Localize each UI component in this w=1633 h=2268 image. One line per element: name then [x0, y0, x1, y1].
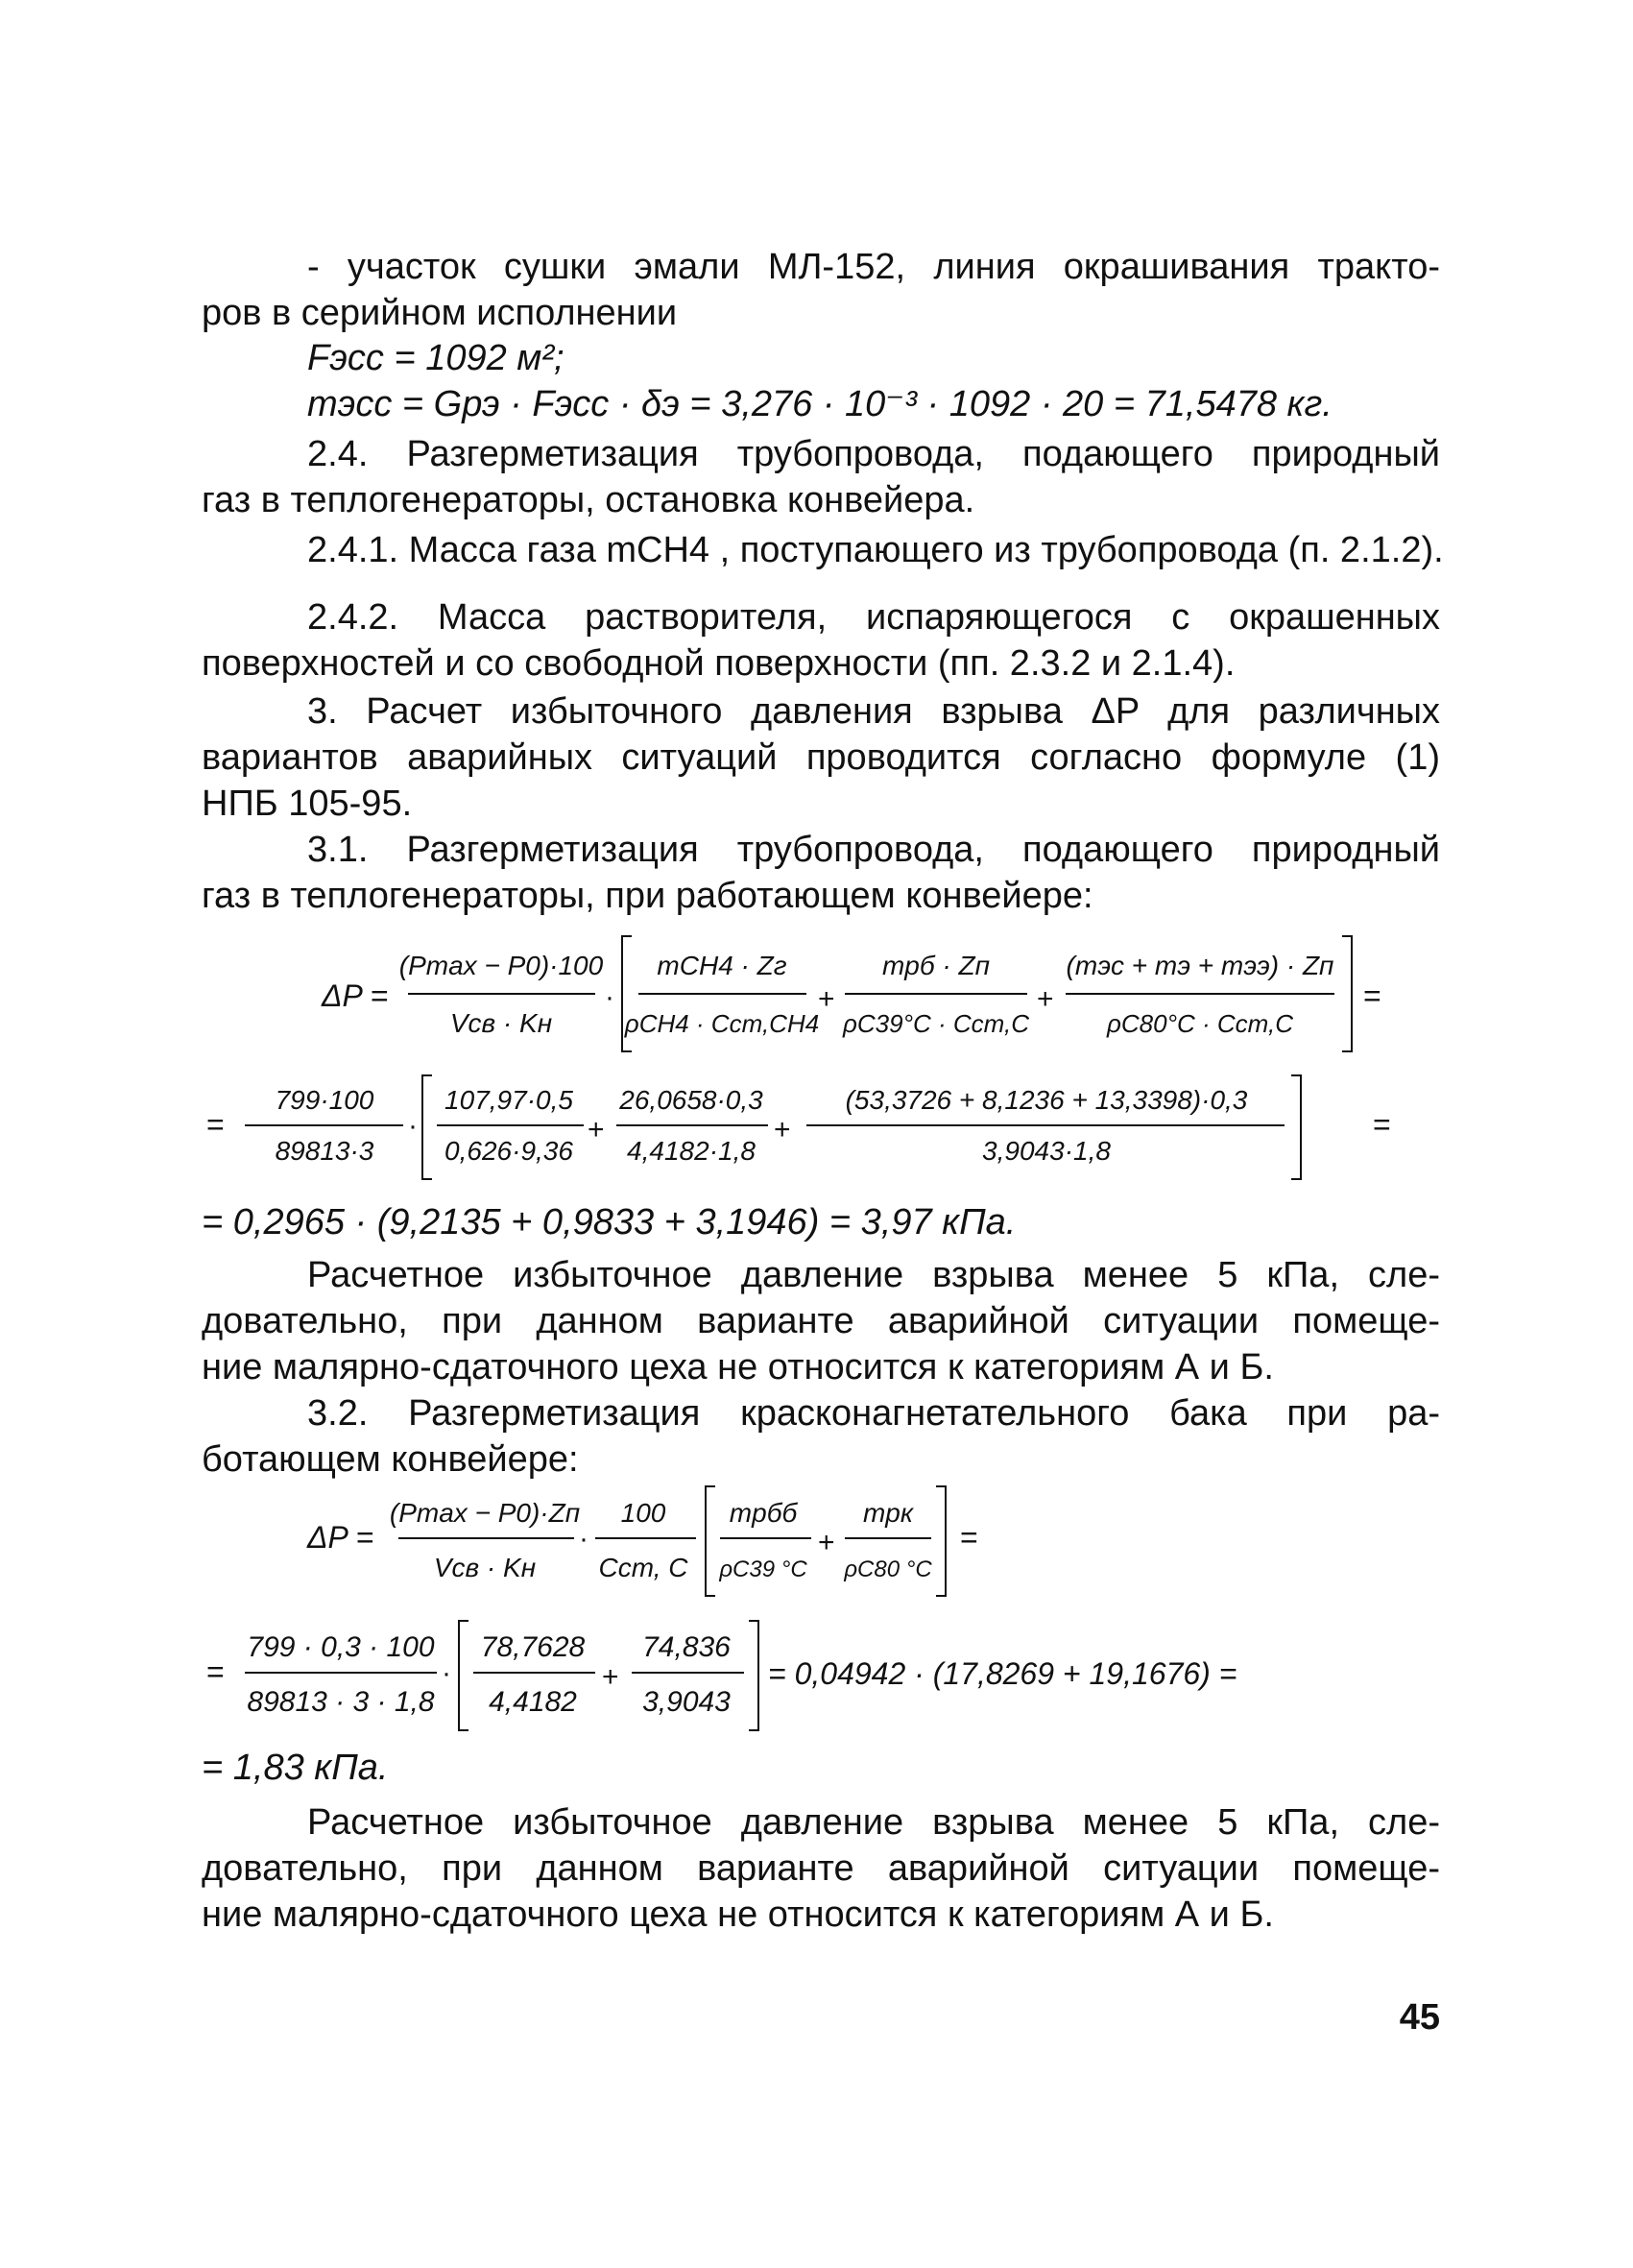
- eq1-dot: ·: [605, 981, 614, 1013]
- page-number: 45: [1399, 1997, 1440, 2038]
- eq1-equals: =: [1363, 978, 1381, 1013]
- eq1-term3-num: (mэс + mэ + mээ) · Zп: [1066, 951, 1334, 980]
- eq2-plus: +: [588, 1114, 605, 1146]
- paragraph-line: 3. Расчет избыточного давления взрыва ΔP для различных: [307, 691, 1440, 732]
- eq1-term3-den: ρC80°C · Cст,С: [1106, 1009, 1294, 1038]
- eq2-dot: ·: [408, 1110, 418, 1142]
- paragraph-line: довательно, при данном варианте аварийной ситуации помеще-: [202, 1301, 1440, 1341]
- eq4-term2-num: 74,836: [642, 1631, 731, 1663]
- eq2-term1-den: 0,626·9,36: [444, 1136, 573, 1166]
- eq2-term3-den: 3,9043·1,8: [982, 1136, 1111, 1166]
- eq2-factor-den: 89813·3: [275, 1136, 374, 1166]
- eq4-plus: +: [602, 1661, 619, 1693]
- formula-eq1: [202, 922, 1450, 1066]
- eq4-result: = 0,04942 · (17,8269 + 19,1676) =: [768, 1656, 1237, 1691]
- eq4-term2-den: 3,9043: [642, 1686, 731, 1718]
- eq4-factor-den: 89813 · 3 · 1,8: [247, 1686, 435, 1718]
- paragraph-line: газ в теплогенераторы, при работающем конвейере:: [202, 876, 1093, 916]
- eq1-term1-num: mCH4 · Zг: [657, 951, 787, 980]
- eq4-factor-num: 799 · 0,3 · 100: [247, 1631, 435, 1663]
- paragraph-line: НПБ 105-95.: [202, 784, 413, 824]
- paragraph-line: 2.4.1. Масса газа mCH4 , поступающего из трубопровода (п. 2.1.2).: [307, 530, 1444, 570]
- paragraph-line: 2.4. Разгерметизация трубопровода, подающего природный: [307, 434, 1440, 474]
- paragraph-line: - участок сушки эмали МЛ-152, линия окрашивания тракто-: [307, 247, 1440, 287]
- eq4-dot: ·: [442, 1657, 451, 1689]
- eq1-term2-num: mрб · Zп: [881, 951, 991, 980]
- eq3-lhs: ΔP =: [307, 1520, 374, 1555]
- eq1-plus: +: [1037, 983, 1054, 1015]
- eq2-term3-num: (53,3726 + 8,1236 + 13,3398)·0,3: [845, 1085, 1248, 1115]
- eq1-term1-den: ρCH4 · Cст,CH4: [624, 1009, 820, 1038]
- eq2-factor-num: 799·100: [275, 1085, 374, 1115]
- eq1-term2-den: ρC39°C · Cст,С: [842, 1009, 1030, 1038]
- formula-eq4: [202, 1613, 1450, 1738]
- result-line: = 1,83 кПа.: [202, 1748, 389, 1788]
- eq3-mid-den: Cст, С: [598, 1553, 688, 1582]
- eq3-term2-num: mрк: [862, 1498, 914, 1528]
- paragraph-line: вариантов аварийных ситуаций проводится согласно формуле (1): [202, 737, 1440, 778]
- eq3-factor-den: Vсв · Kн: [433, 1553, 537, 1582]
- paragraph-line: 2.4.2. Масса растворителя, испаряющегося с окрашенных: [307, 597, 1440, 638]
- paragraph-line: 3.2. Разгерметизация красконагнетательного бака при ра-: [307, 1393, 1440, 1434]
- eq2-equals: =: [1373, 1107, 1391, 1142]
- paragraph-line: Расчетное избыточное давление взрыва менее 5 кПа, сле-: [307, 1255, 1440, 1295]
- eq3-factor-num: (Pmax − P0)·Zп: [389, 1498, 581, 1528]
- eq3-term1-num: mрбб: [729, 1498, 798, 1528]
- eq3-mid-num: 100: [620, 1498, 666, 1528]
- formula-eq2: [202, 1066, 1450, 1191]
- eq1-factor-den: Vсв · Kн: [449, 1008, 553, 1038]
- eq2-term1-num: 107,97·0,5: [444, 1085, 573, 1115]
- eq4-term1-den: 4,4182: [489, 1686, 577, 1718]
- eq3-term1-den: ρC39 °C: [719, 1556, 807, 1582]
- paragraph-line: довательно, при данном варианте аварийной ситуации помеще-: [202, 1848, 1440, 1889]
- eq4-lead: =: [206, 1654, 225, 1689]
- eq2-term2-den: 4,4182·1,8: [627, 1136, 756, 1166]
- formula-line: mэсс = Gрэ · Fэсс · δэ = 3,276 · 10⁻³ · 1092 · 20 = 71,5478 кг.: [307, 384, 1333, 424]
- eq2-term2-num: 26,0658·0,3: [619, 1085, 763, 1115]
- eq2-plus: +: [774, 1114, 791, 1146]
- formula-line: Fэсс = 1092 м²;: [307, 338, 564, 378]
- formula-eq3: [202, 1479, 1450, 1604]
- paragraph-line: поверхностей и со свободной поверхности (пп. 2.3.2 и 2.1.4).: [202, 643, 1236, 684]
- eq1-lhs: ΔP =: [322, 978, 389, 1013]
- eq3-term2-den: ρC80 °C: [844, 1556, 932, 1582]
- result-line: = 0,2965 · (9,2135 + 0,9833 + 3,1946) = 3,97 кПа.: [202, 1202, 1017, 1243]
- paragraph-line: 3.1. Разгерметизация трубопровода, подающего природный: [307, 830, 1440, 870]
- eq4-term1-num: 78,7628: [480, 1631, 586, 1663]
- paragraph-line: ботающем конвейере:: [202, 1439, 579, 1480]
- paragraph-line: ров в серийном исполнении: [202, 293, 678, 333]
- eq1-factor-num: (Pmax − P0)·100: [398, 951, 604, 980]
- paragraph-line: газ в теплогенераторы, остановка конвейера.: [202, 480, 975, 520]
- eq3-plus: +: [818, 1527, 835, 1558]
- eq3-dot: ·: [579, 1523, 588, 1555]
- paragraph-line: Расчетное избыточное давление взрыва менее 5 кПа, сле-: [307, 1802, 1440, 1843]
- eq2-lead: =: [206, 1107, 225, 1142]
- eq3-equals: =: [960, 1520, 978, 1555]
- eq1-plus: +: [818, 983, 835, 1015]
- paragraph-line: ние малярно-сдаточного цеха не относится к категориям А и Б.: [202, 1347, 1274, 1387]
- paragraph-line: ние малярно-сдаточного цеха не относится к категориям А и Б.: [202, 1894, 1274, 1935]
